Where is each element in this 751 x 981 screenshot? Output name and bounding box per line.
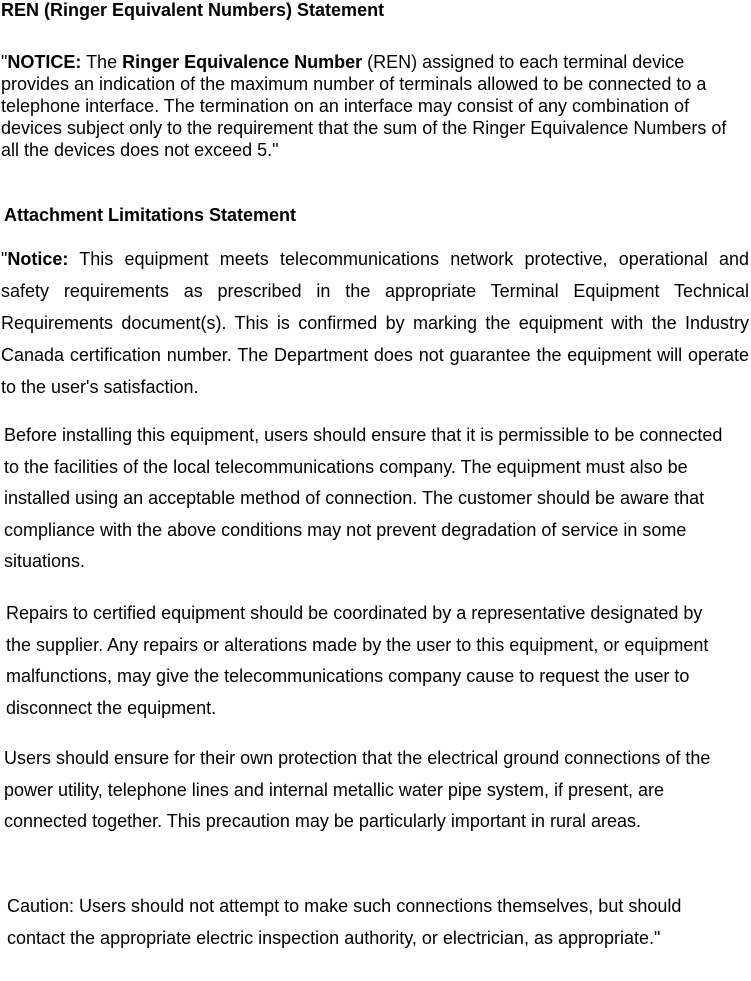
caution-paragraph: Caution: Users should not attempt to make such connections themselves, but should contact the appropriate electric inspection authority, or electrician, as appropriate." <box>7 896 682 948</box>
ren-text-part-b: (REN) assigned to each terminal device provides an indication of the maximum number of terminals allowed to be connected to a telephone interface. The termination on an interface may consist of any combination of devices subject only to the requirement that the sum of the Ringer Equivalence Numbers of all the devices does not exceed 5." <box>1 52 727 160</box>
ren-notice-label: NOTICE: <box>7 52 82 72</box>
attachment-quote-mark: " <box>1 249 8 269</box>
ren-statement-heading: REN (Ringer Equivalent Numbers) Statement <box>1 0 385 20</box>
attachment-notice-label: Notice: <box>7 249 69 269</box>
installation-paragraph: Before installing this equipment, users should ensure that it is permissible to be connected to the facilities of the local telecommunications company. The equipment must also be installed using an acceptable method of connection. The customer should be aware that compliance with the above conditions may not prevent degradation of service in some situations. <box>4 425 723 571</box>
attachment-limitations-heading: Attachment Limitations Statement <box>4 205 297 225</box>
repairs-paragraph: Repairs to certified equipment should be coordinated by a representative designated by the supplier. Any repairs or alterations made by the user to this equipment, or equipment malfunctions, may give the telecommunications company cause to request the user to disconnect the equipment. <box>6 603 709 718</box>
attachment-notice-paragraph <box>1 243 749 403</box>
grounding-paragraph: Users should ensure for their own protection that the electrical ground connections of the power utility, telephone lines and internal metallic water pipe system, if present, are connected together. This precaution may be particularly important in rural areas. <box>4 748 711 831</box>
ren-quote-mark: " <box>1 52 8 72</box>
attachment-notice-text: This equipment meets telecommunications network protective, operational and safety requirements as prescribed in the appropriate Terminal Equipment Technical Requirements document(s). This is confirmed by marking the equipment with the Industry Canada certification number. The Department does not guarantee the equipment will operate to the user's satisfaction. <box>1 249 749 397</box>
ren-term: Ringer Equivalence Number <box>122 52 363 72</box>
ren-notice-paragraph <box>1 51 746 161</box>
ren-text-part-a: The <box>81 52 123 72</box>
